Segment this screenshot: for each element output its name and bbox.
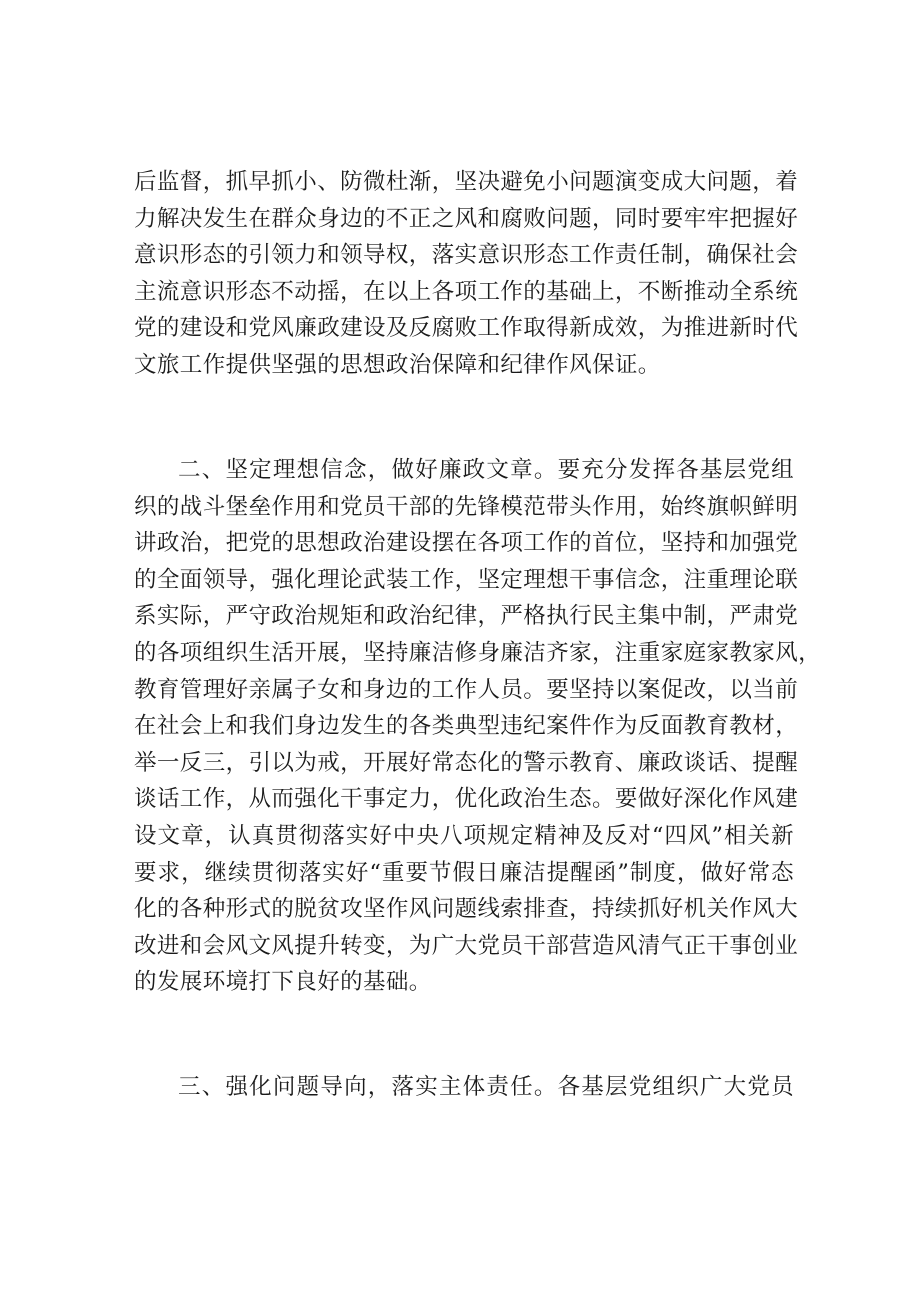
text-line: 化的各种形式的脱贫攻坚作风问题线索排查，持续抓好机关作风大 [134, 896, 799, 923]
text-line: 谈话工作，从而强化干事定力，优化政治生态。要做好深化作风建 [134, 786, 799, 813]
section-heading-line: 二、坚定理想信念，做好廉政文章。要充分发挥各基层党组 [178, 457, 794, 483]
text-line: 意识形态的引领力和领导权，落实意识形态工作责任制，确保社会 [134, 242, 799, 269]
text-line: 在社会上和我们身边发生的各类典型违纪案件作为反面教育教材， [134, 713, 799, 740]
text-line: 织的战斗堡垒作用和党员干部的先锋模范带头作用，始终旗帜鲜明 [134, 493, 799, 520]
text-line: 要求，继续贯彻落实好“重要节假日廉洁提醒函”制度，做好常态 [134, 859, 794, 886]
paragraph-section-two [134, 452, 822, 1001]
text-line: 改进和会风文风提升转变，为广大党员干部营造风清气正干事创业 [134, 932, 799, 959]
text-line: 文旅工作提供坚强的思想政治保障和纪律作风保证。 [134, 351, 661, 378]
text-line: 系实际，严守政治规矩和政治纪律，严格执行民主集中制，严肃党 [134, 603, 799, 630]
section-heading-line: 三、强化问题导向，落实主体责任。各基层党组织广大党员 [178, 1074, 794, 1100]
text-line: 设文章，认真贯彻落实好中央八项规定精神及反对“四风”相关新 [134, 822, 794, 849]
text-line: 的全面领导，强化理论武装工作，坚定理想干事信念，注重理论联 [134, 566, 799, 593]
paragraph-section-three [134, 1069, 794, 1106]
text-line: 讲政治，把党的思想政治建设摆在各项工作的首位，坚持和加强党 [134, 530, 799, 557]
paragraph-continuation [134, 164, 799, 384]
text-line: 后监督，抓早抓小、防微杜渐，坚决避免小问题演变成大问题，着 [134, 169, 799, 195]
text-line: 力解决发生在群众身边的不正之风和腐败问题，同时要牢牢把握好 [134, 205, 799, 232]
text-line: 举一反三，引以为戒，开展好常态化的警示教育、廉政谈话、提醒 [134, 749, 799, 776]
text-line: 的发展环境打下良好的基础。 [134, 969, 432, 996]
text-line: 的各项组织生活开展，坚持廉洁修身廉洁齐家，注重家庭家教家风， [134, 639, 822, 666]
text-line: 党的建设和党风廉政建设及反腐败工作取得新成效，为推进新时代 [134, 315, 799, 342]
text-line: 教育管理好亲属子女和身边的工作人员。要坚持以案促改，以当前 [134, 676, 799, 703]
text-line: 主流意识形态不动摇，在以上各项工作的基础上，不断推动全系统 [134, 278, 799, 305]
